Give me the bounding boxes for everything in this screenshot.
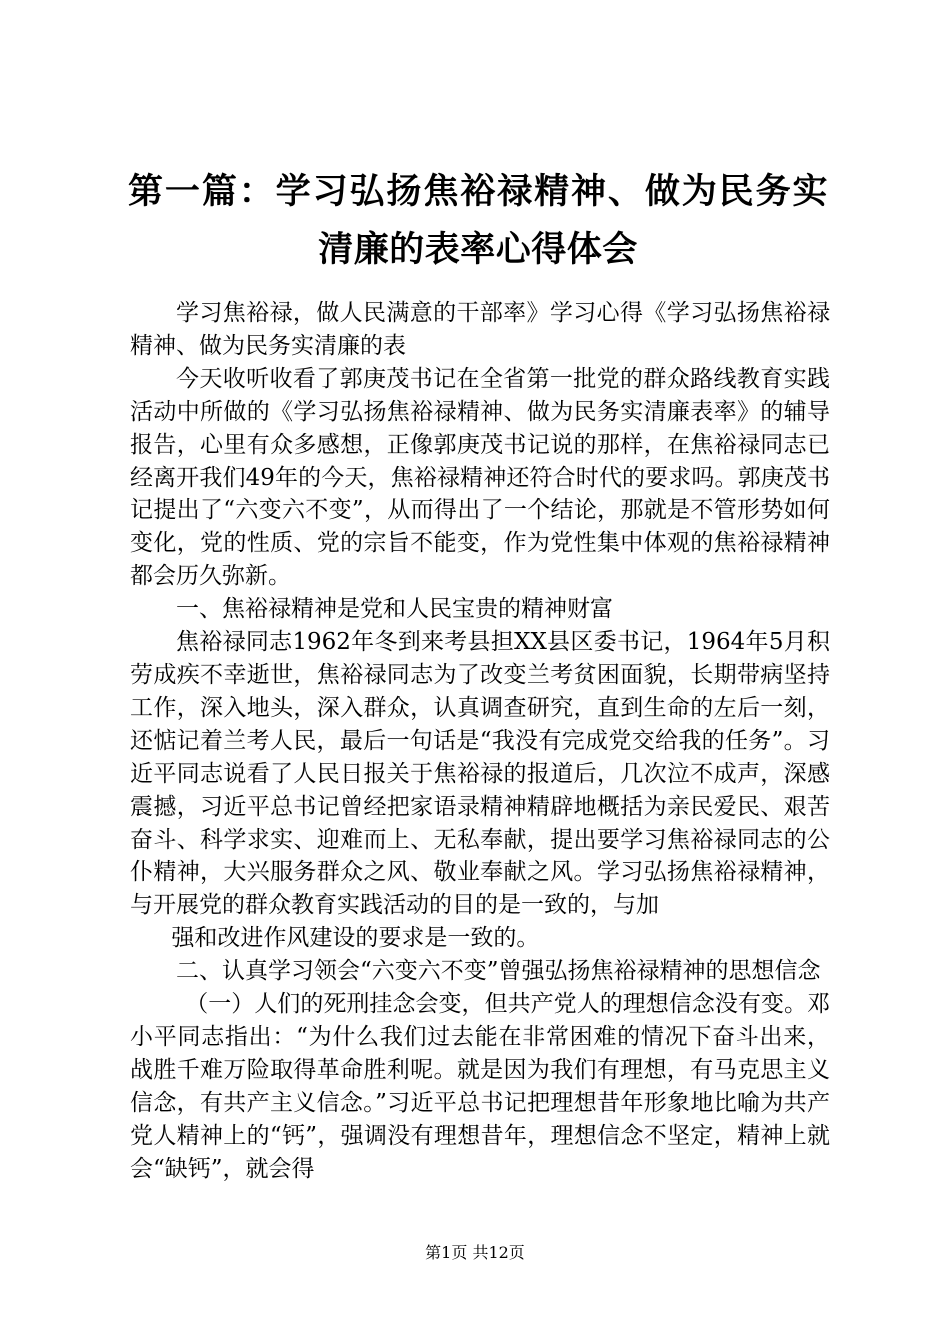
section-heading-2: 二、认真学习领会“六变六不变”曾强弘扬焦裕禄精神的思想信念 — [176, 958, 821, 985]
paragraph-intro: 学习焦裕禄，做人民满意的干部率》学习心得《学习弘扬焦裕禄精神、做为民务实清廉的表 — [130, 300, 830, 359]
document-body — [130, 297, 830, 1185]
document-title: 第一篇：学习弘扬焦裕禄精神、做为民务实清廉的表率心得体会 — [128, 171, 828, 270]
section-heading-1: 一、焦裕禄精神是党和人民宝贵的精神财富 — [176, 596, 613, 623]
paragraph-jiao-yulu: 焦裕禄同志1962年冬到来考县担XX县区委书记，1964年5月积劳成疾不幸逝世，焦裕禄同志为了改变兰考贫困面貌，长期带病坚持工作，深入地头，深入群众，认真调查研究，直到生命的左后一刻，还惦记着兰考人民，最后一句话是“我没有完成党交给我的任务”。习近平同志说看了人民日报关于焦裕禄的报道后，几次泣不成声，深感震撼，习近平总书记曾经把家语录精神精辟地概括为亲民爱民、艰苦奋斗、科学求实、迎难而上、无私奉献，提出要学习焦裕禄同志的公仆精神，大兴服务群众之风、敬业奉献之风。学习弘扬焦裕禄精神，与开展党的群众教育实践活动的目的是一致的，与加 — [130, 629, 830, 919]
paragraph-continuation: 强和改进作风建设的要求是一致的。 — [171, 925, 540, 952]
page-number: 第1页 共12页 — [425, 1243, 525, 1262]
paragraph-ideals: （一）人们的死刑挂念会变，但共产党人的理想信念没有变。邓小平同志指出：“为什么我们过去能在非常困难的情况下奋斗出来，战胜千难万险取得革命胜利呢。就是因为我们有理想，有马克思主义信念，有共产主义信念。”习近平总书记把理想昔年形象地比喻为共产党人精神上的“钙”，强调没有理想昔年，理想信念不坚定，精神上就会“缺钙”，就会得 — [130, 991, 830, 1182]
paragraph-listening: 今天收听收看了郭庚茂书记在全省第一批党的群众路线教育实践活动中所做的《学习弘扬焦裕禄精神、做为民务实清廉表率》的辅导报告，心里有众多感想，正像郭庚茂书记说的那样，在焦裕禄同志已经离开我们49年的今天，焦裕禄精神还符合时代的要求吗。郭庚茂书记提出了“六变六不变”，从而得出了一个结论，那就是不管形势如何变化，党的性质、党的宗旨不能变，作为党性集中体观的焦裕禄精神都会历久弥新。 — [130, 365, 830, 590]
